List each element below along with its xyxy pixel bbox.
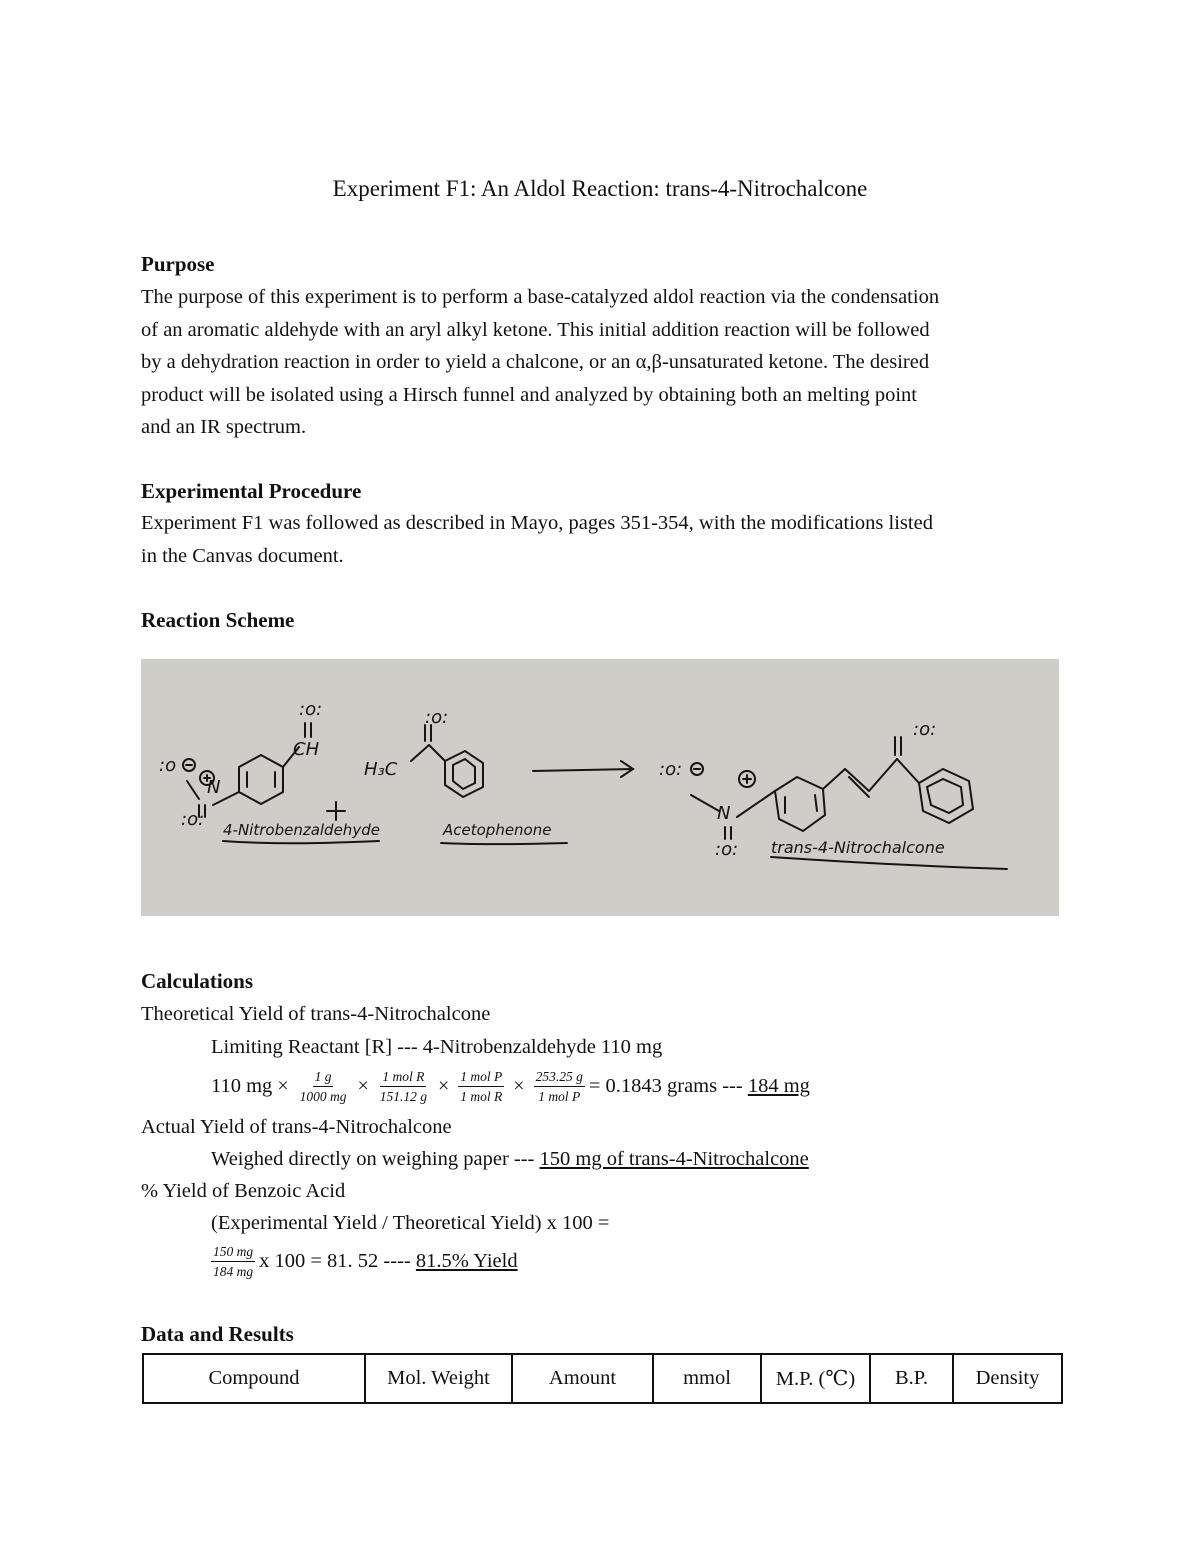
percent-yield-result: 81.5% Yield: [415, 1249, 518, 1272]
procedure-paragraph: [141, 507, 1081, 572]
table-header-cell: Mol. Weight: [365, 1354, 512, 1403]
svg-text::o:: :o:: [715, 839, 739, 860]
procedure-line: in the Canvas document.: [141, 544, 344, 567]
procedure-heading: Experimental Procedure: [141, 479, 362, 503]
fraction-mol-p: $\frac{253.25 g}{\text{1 mol P}}$: [535, 1068, 583, 1104]
svg-text::o:: :o:: [425, 707, 449, 728]
fraction-yield: $\frac{150 mg}{184 mg}$: [213, 1243, 254, 1279]
purpose-line: product will be isolated using a Hirsch funnel and analyzed by obtaining both an melting point: [141, 383, 917, 406]
times-sign: ×: [513, 1074, 525, 1097]
purpose-heading: Purpose: [141, 252, 215, 276]
fraction-grams: $\frac{1 g}{1000 mg}$: [299, 1068, 347, 1104]
reactant2-label: Acetophenone: [443, 821, 552, 839]
table-header-cell: M.P. (℃): [761, 1354, 870, 1403]
times-sign: ×: [277, 1074, 289, 1097]
svg-text:N: N: [717, 803, 731, 824]
purpose-line: The purpose of this experiment is to perform a base-catalyzed aldol reaction via the condensation: [141, 286, 940, 308]
svg-text::o:: :o:: [659, 759, 683, 780]
purpose-paragraph: [141, 281, 1081, 444]
percent-yield-equation: $\frac{150 mg}{184 mg}$ x 100 = 81. 52 ---- 81.5% Yield: [213, 1243, 518, 1279]
scheme-heading: Reaction Scheme: [141, 608, 295, 632]
table-header-cell: Compound: [143, 1354, 365, 1403]
reaction-scheme-drawing: [141, 659, 1059, 916]
svg-text::o:: :o:: [913, 719, 937, 740]
svg-text::o:: :o:: [181, 809, 205, 830]
reaction-scheme-image: [141, 659, 1059, 916]
calculations-heading: Calculations: [141, 969, 254, 993]
fraction-mol-ratio: $\frac{\text{1 mol P}}{\text{1 mol R}}$: [460, 1068, 503, 1104]
table-header-cell: Amount: [512, 1354, 653, 1403]
svg-text:N: N: [207, 777, 221, 798]
percent-yield-formula: (Experimental Yield / Theoretical Yield) x 100 =: [211, 1212, 610, 1234]
purpose-line: by a dehydration reaction in order to yield a chalcone, or an α,β-unsaturated ketone. The desired: [141, 351, 930, 373]
reactant1-label: 4-Nitrobenzaldehyde: [223, 821, 380, 839]
results-table: [142, 1353, 1063, 1404]
product-label: trans-4-Nitrochalcone: [771, 838, 945, 857]
svg-text:H₃C: H₃C: [364, 759, 398, 780]
times-sign: ×: [357, 1074, 369, 1097]
procedure-line: Experiment F1 was followed as described in Mayo, pages 351-354, with the modifications listed: [141, 512, 933, 534]
eq-result: = 0.1843 grams ---: [588, 1074, 748, 1097]
purpose-line: and an IR spectrum.: [141, 416, 307, 438]
document-title: Experiment F1: An Aldol Reaction: trans-4-Nitrochalcone: [332, 176, 868, 201]
theoretical-yield-equation: [211, 1064, 810, 1108]
table-header-cell: Density: [953, 1354, 1062, 1403]
weighed-line: Weighed directly on weighing paper --- 150 mg of trans-4-Nitrochalcone: [211, 1148, 809, 1170]
percent-yield-heading: % Yield of Benzoic Acid: [141, 1180, 346, 1202]
eq-start: 110 mg: [211, 1074, 273, 1097]
svg-text:CH: CH: [293, 739, 320, 760]
purpose-line: of an aromatic aldehyde with an aryl alkyl ketone. This initial addition reaction will be followed: [141, 318, 930, 341]
results-heading: Data and Results: [141, 1322, 294, 1346]
limiting-reactant-line: Limiting Reactant [R] --- 4-Nitrobenzaldehyde 110 mg: [211, 1036, 663, 1058]
theoretical-yield-heading: Theoretical Yield of trans-4-Nitrochalcone: [141, 1003, 491, 1025]
times-sign: ×: [438, 1074, 450, 1097]
table-header-cell: B.P.: [870, 1354, 953, 1403]
svg-text::o:: :o:: [299, 699, 323, 720]
eq-result-underlined: 184 mg: [747, 1074, 810, 1097]
fraction-mol-r: $\frac{\text{1 mol R}}{151.12 g}$: [379, 1068, 427, 1104]
svg-text::o: :o: [159, 755, 177, 776]
actual-yield-heading: Actual Yield of trans-4-Nitrochalcone: [141, 1116, 452, 1138]
table-header-cell: mmol: [653, 1354, 761, 1403]
table-header-row: [143, 1354, 1062, 1403]
